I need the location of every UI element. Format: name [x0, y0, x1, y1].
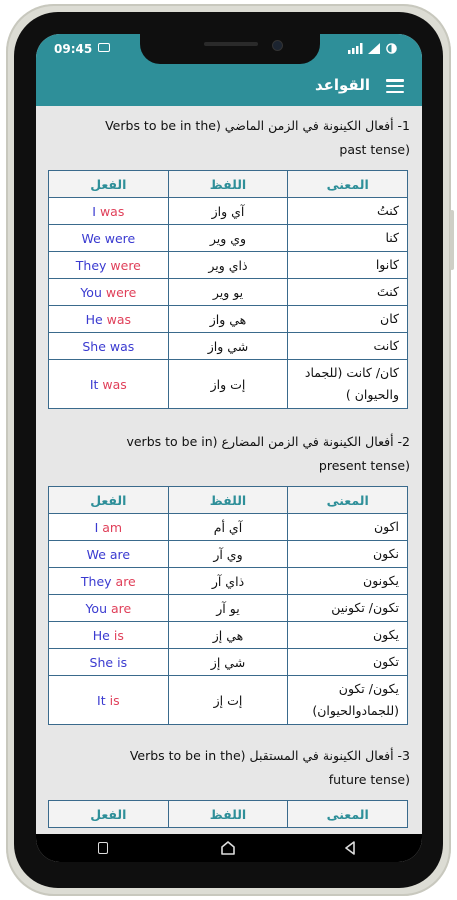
pron-cell: إت إز — [168, 676, 288, 725]
table-row — [49, 252, 408, 279]
recents-icon[interactable] — [98, 842, 108, 854]
meaning-cell: يكونون — [288, 568, 408, 595]
meaning-cell: يكون/ تكون (للجمادوالحيوان) — [288, 676, 408, 725]
pron-cell: آي أم — [168, 514, 288, 541]
pron-cell: يو وير — [168, 279, 288, 306]
table-row — [49, 279, 408, 306]
meaning-cell: كانوا — [288, 252, 408, 279]
meaning-cell: كان — [288, 306, 408, 333]
col-meaning: المعنى — [288, 487, 408, 514]
pron-cell: يو آر — [168, 595, 288, 622]
signal-icon — [348, 43, 364, 54]
verb-cell: You were — [49, 279, 169, 306]
future-tense-table — [48, 800, 408, 828]
menu-icon[interactable] — [386, 79, 404, 93]
verb-cell: She is — [49, 649, 169, 676]
verb-cell: They were — [49, 252, 169, 279]
col-pronunciation: اللفظ — [168, 487, 288, 514]
table-header-row — [49, 801, 408, 828]
verb-cell: It was — [49, 360, 169, 409]
page-title: القواعد — [314, 76, 370, 94]
verb-cell: I am — [49, 514, 169, 541]
speaker-grille — [204, 42, 258, 46]
meaning-cell: اكون — [288, 514, 408, 541]
table-row — [49, 568, 408, 595]
table-row — [49, 541, 408, 568]
table-header-row — [49, 487, 408, 514]
meaning-cell: كنتَ — [288, 279, 408, 306]
meaning-cell: كنتُ — [288, 198, 408, 225]
verb-cell: He is — [49, 622, 169, 649]
power-button — [450, 210, 454, 270]
table-row — [49, 676, 408, 725]
table-row — [49, 360, 408, 409]
col-pronunciation: اللفظ — [168, 801, 288, 828]
verb-cell: I was — [49, 198, 169, 225]
pron-cell: شي واز — [168, 333, 288, 360]
present-tense-table — [48, 486, 408, 725]
content-area[interactable] — [36, 106, 422, 834]
app-bar — [36, 66, 422, 106]
verb-cell: They are — [49, 568, 169, 595]
meaning-cell: يكون — [288, 622, 408, 649]
meaning-cell: كنا — [288, 225, 408, 252]
verb-cell: It is — [49, 676, 169, 725]
section-heading-future: 3- أفعال الكينونة في المستقبل (Verbs to be in the future tense) — [129, 748, 410, 787]
pron-cell: وي وير — [168, 225, 288, 252]
battery-icon — [386, 43, 397, 54]
table-row — [49, 198, 408, 225]
table-row — [49, 622, 408, 649]
table-row — [49, 649, 408, 676]
col-verb: الفعل — [49, 487, 169, 514]
screen — [36, 34, 422, 862]
table-header-row — [49, 171, 408, 198]
section-heading-past: 1- أفعال الكينونة في الزمن الماضي (Verbs to be in the past tense) — [105, 118, 410, 157]
section-heading-present: 2- أفعال الكينونة في الزمن المضارع (verbs to be in present tense) — [126, 434, 410, 473]
meaning-cell: نكون — [288, 541, 408, 568]
system-nav-bar — [36, 834, 422, 862]
table-row — [49, 306, 408, 333]
table-row — [49, 333, 408, 360]
pron-cell: وي آر — [168, 541, 288, 568]
front-camera — [272, 40, 283, 51]
verb-cell: We are — [49, 541, 169, 568]
col-meaning: المعنى — [288, 171, 408, 198]
table-row — [49, 595, 408, 622]
col-verb: الفعل — [49, 801, 169, 828]
pron-cell: إت واز — [168, 360, 288, 409]
pron-cell: ذاي وير — [168, 252, 288, 279]
pron-cell: آي واز — [168, 198, 288, 225]
table-row — [49, 225, 408, 252]
status-time: 09:45 — [54, 42, 93, 56]
pron-cell: هي إز — [168, 622, 288, 649]
meaning-cell: كانت — [288, 333, 408, 360]
camera-notch — [140, 34, 320, 64]
meaning-cell: تكون — [288, 649, 408, 676]
past-tense-table — [48, 170, 408, 409]
verb-cell: She was — [49, 333, 169, 360]
data-signal-icon — [368, 43, 380, 54]
home-icon[interactable] — [220, 841, 236, 855]
pron-cell: هي واز — [168, 306, 288, 333]
col-pronunciation: اللفظ — [168, 171, 288, 198]
mail-icon — [98, 43, 110, 52]
status-bar — [36, 34, 422, 66]
verb-cell: We were — [49, 225, 169, 252]
col-verb: الفعل — [49, 171, 169, 198]
verb-cell: He was — [49, 306, 169, 333]
meaning-cell: تكون/ تكونين — [288, 595, 408, 622]
table-row — [49, 514, 408, 541]
verb-cell: You are — [49, 595, 169, 622]
meaning-cell: كان/ كانت (للجماد والحيوان ) — [288, 360, 408, 409]
back-icon[interactable] — [344, 841, 356, 855]
pron-cell: ذاي آر — [168, 568, 288, 595]
pron-cell: شي إز — [168, 649, 288, 676]
col-meaning: المعنى — [288, 801, 408, 828]
